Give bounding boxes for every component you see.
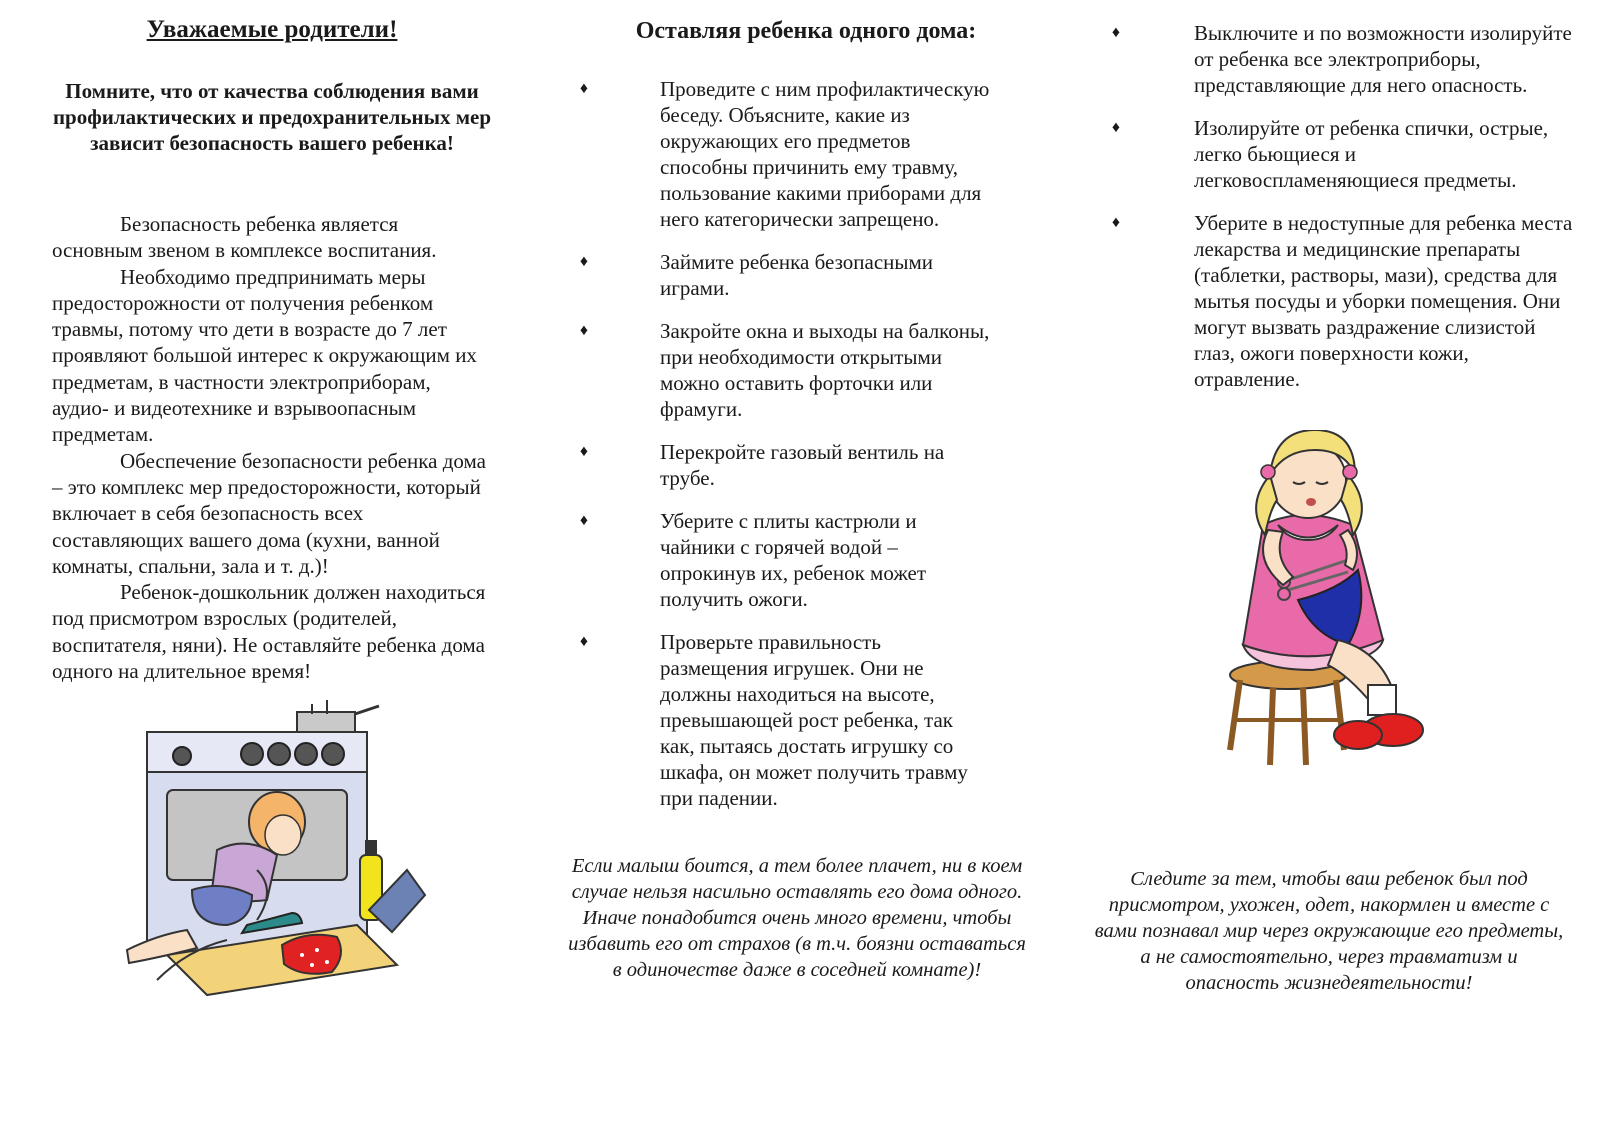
list-item-text: Изолируйте от ребенка спички, острые, легко бьющиеся и легковоспламеняющиеся предметы. bbox=[1194, 116, 1549, 192]
warning-subtitle: Помните, что от качества соблюдения вами профилактических и предохранительных мер зависит безопасность вашего ребенка! bbox=[52, 79, 492, 155]
column-left bbox=[52, 0, 492, 1131]
list-item-text: Проверьте правильность размещения игрушек. Они не должны находиться на высоте, превышающей рост ребенка, так как, пытаясь достать игрушку со шкафа, он может получить травму при падении. bbox=[660, 630, 968, 810]
list-item-text: Уберите в недоступные для ребенка места лекарства и медицинские препараты (таблетки, растворы, мази), средства для мытья посуды и уборки помещения. Они могут вызвать раздражение слизистой глаз, ожоги поверхности кожи, отравление. bbox=[1194, 211, 1573, 391]
diamond-bullet-icon: ♦ bbox=[579, 322, 589, 339]
list-item bbox=[1108, 210, 1574, 392]
girl-ironing-illustration bbox=[107, 700, 437, 1010]
paragraph: Безопасность ребенка является основным звеном в комплексе воспитания. bbox=[52, 212, 437, 263]
italic-note: Следите за тем, чтобы ваш ребенок был под присмотром, ухожен, одет, накормлен и вместе с вами познавал мир через окружающие его предметы, а не самостоятельно, через травматизм и опасность жизнедеятельности! bbox=[1094, 868, 1564, 994]
list-item-text: Закройте окна и выходы на балконы, при необходимости открытыми можно оставить форточки или фрамуги. bbox=[660, 319, 990, 421]
diamond-bullet-icon: ♦ bbox=[579, 633, 589, 650]
column-middle bbox=[568, 0, 1036, 1131]
paragraph: Ребенок-дошкольник должен находиться под присмотром взрослых (родителей, воспитателя, няни). Не оставляйте ребенка дома одного на длительное время! bbox=[52, 580, 486, 684]
section-title: Оставляя ребенка одного дома: bbox=[635, 18, 977, 44]
list-item bbox=[576, 76, 990, 232]
list-item bbox=[1108, 20, 1574, 98]
list-item-text: Перекройте газовый вентиль на трубе. bbox=[660, 440, 945, 490]
list-item bbox=[576, 439, 990, 491]
diamond-bullet-icon: ♦ bbox=[579, 443, 589, 460]
paragraph: Обеспечение безопасности ребенка дома – это комплекс мер предосторожности, который включает в себя безопасность всех составляющих вашего дома (кухни, ванной комнаты, спальни, зала и т. д.)! bbox=[52, 448, 486, 578]
advice-list bbox=[576, 76, 1036, 828]
list-item bbox=[576, 249, 990, 301]
list-item-text: Проведите с ним профилактическую беседу. Объясните, какие из окружающих его предметов способны причинить ему травму, пользование какими приборами для него категорически запрещено. bbox=[660, 77, 990, 231]
list-item-text: Займите ребенка безопасными играми. bbox=[660, 250, 934, 300]
list-item-text: Выключите и по возможности изолируйте от ребенка все электроприборы, представляющие для него опасность. bbox=[1194, 21, 1572, 97]
page-title: Уважаемые родители! bbox=[146, 16, 398, 43]
list-item bbox=[576, 508, 990, 612]
paragraph: Необходимо предпринимать меры предосторожности от получения ребенком травмы, потому что дети в возрасте до 7 лет проявляют большой интерес к окружающим их предметам, в частности электроприборам, аудио- и видеотехнике и взрывоопасным предметам. bbox=[52, 264, 477, 447]
diamond-bullet-icon: ♦ bbox=[579, 80, 589, 97]
intro-text bbox=[52, 211, 492, 684]
list-item-text: Уберите с плиты кастрюли и чайники с горячей водой – опрокинув их, ребенок может получить ожоги. bbox=[660, 509, 927, 611]
list-item bbox=[576, 318, 990, 422]
diamond-bullet-icon: ♦ bbox=[1111, 24, 1121, 41]
diamond-bullet-icon: ♦ bbox=[1111, 214, 1121, 231]
italic-note: Если малыш боится, а тем более плачет, ни в коем случае нельзя насильно оставлять его дома одного. Иначе понадобится очень много времени, чтобы избавить его от страхов (в т.ч. боязни оставаться в одиночестве даже в соседней комнате)! bbox=[568, 855, 1026, 981]
advice-list-continued bbox=[1108, 20, 1578, 409]
diamond-bullet-icon: ♦ bbox=[579, 253, 589, 270]
diamond-bullet-icon: ♦ bbox=[1111, 119, 1121, 136]
girl-with-scissors-illustration bbox=[1218, 430, 1438, 770]
diamond-bullet-icon: ♦ bbox=[579, 512, 589, 529]
list-item bbox=[1108, 115, 1574, 193]
list-item bbox=[576, 629, 990, 811]
column-right bbox=[1094, 0, 1578, 1131]
